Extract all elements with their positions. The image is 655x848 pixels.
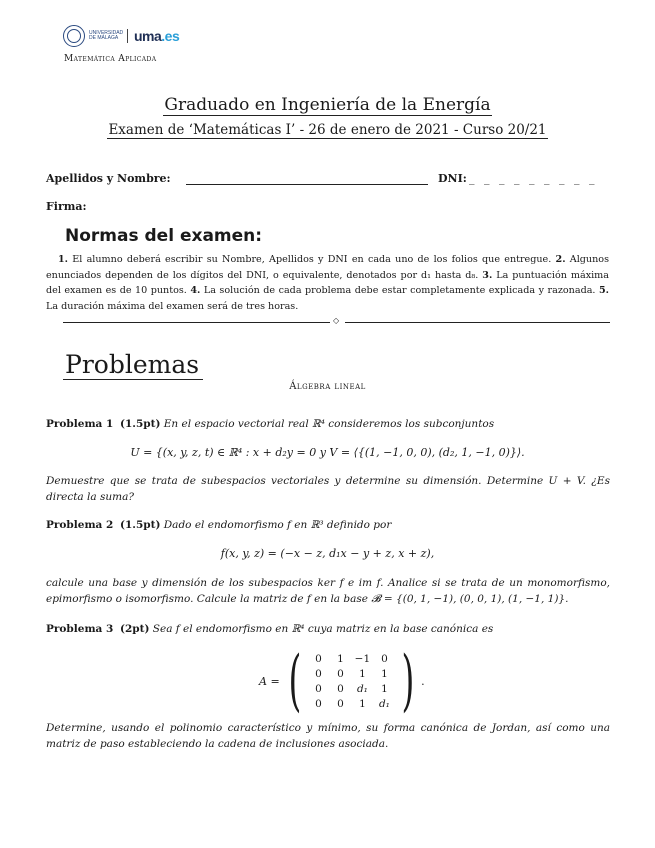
- matrix-label: A =: [259, 674, 280, 688]
- problem-3-text: Determine, usando el polinomio característico y mínimo, su forma canónica de Jordan, así como una matriz de paso estableciendo la cadena de inclusiones asociada.: [46, 722, 610, 750]
- separator-right: [345, 322, 610, 323]
- name-label: Apellidos y Nombre:: [46, 172, 171, 185]
- problem-1-equation: U = {(x, y, z, t) ∈ ℝ⁴ : x + d₂y = 0 y V = ⟨{(1, −1, 0, 0), (d₂, 1, −1, 0)}⟩.: [130, 446, 525, 459]
- problem-2-text: calcule una base y dimensión de los subespacios ker f e im f. Analice si se trata de un monomorfismo, epimorfismo o isomorfismo. Calcule la matriz de f en la base 𝓑 = {(0, 1, −1), (0, 0, 1), (1, −1, 1)}.: [46, 577, 610, 605]
- matrix-table: 0 1 −1 0 0 0 1 1 0 0 d₁ 1 0 0 1 d₁: [315, 652, 390, 710]
- problems-heading: Problemas: [63, 350, 203, 379]
- exam-title: Examen de ‘Matemáticas I’ - 26 de enero de 2021 - Curso 20/21: [108, 122, 547, 138]
- problem-2-equation: f(x, y, z) = (−x − z, d₁x − y + z, x + z),: [220, 547, 435, 560]
- separator-diamond-icon: ◇: [333, 316, 340, 325]
- matrix-end: .: [421, 674, 425, 688]
- name-field-line[interactable]: [186, 184, 428, 185]
- degree-title: Graduado en Ingeniería de la Energía: [164, 95, 491, 115]
- separator-left: [63, 322, 330, 323]
- signature-label: Firma:: [46, 200, 87, 213]
- problem-1-text: Demuestre que se trata de subespacios vectoriales y determine su dimensión. Determine U + V. ¿Es directa la suma?: [46, 475, 610, 503]
- department-name: Matemática Aplicada: [64, 54, 157, 64]
- matrix-left-paren: (: [288, 642, 301, 719]
- dni-field[interactable]: _ _ _ _ _ _ _ _ _: [469, 172, 598, 185]
- problem-3-matrix: [259, 642, 425, 719]
- logo-divider: [127, 29, 128, 43]
- problem-3-intro: Problema 3 (2pt) Sea f el endomorfismo en ℝ⁴ cuya matriz en la base canónica es: [46, 623, 494, 635]
- university-seal-icon: [63, 25, 85, 47]
- section-title: Álgebra lineal: [289, 381, 366, 392]
- uma-brand: uma.es: [134, 28, 180, 44]
- matrix-right-paren: ): [401, 642, 415, 719]
- rules-heading: Normas del examen:: [65, 226, 263, 246]
- rules-paragraph: 1. El alumno deberá escribir su Nombre, Apellidos y DNI en cada uno de los folios que entregue. 2. Algunos enunciados dependen de los dígitos del DNI, o equivalente, denotados por d₁ hasta d₈. 3. La puntuación máxima del examen es de 10 puntos. 4. La solución de cada problema debe estar completamente explicada y razonada. 5. La duración máxima del examen será de tres horas.: [46, 254, 609, 312]
- university-name: UNIVERSIDAD DE MÁLAGA: [89, 29, 124, 41]
- problem-2-intro: Problema 2 (1.5pt) Dado el endomorfismo f en ℝ³ definido por: [46, 519, 392, 531]
- problem-1-intro: Problema 1 (1.5pt) En el espacio vectorial real ℝ⁴ consideremos los subconjuntos: [46, 418, 495, 430]
- university-logo: [63, 25, 179, 47]
- dni-label: DNI:: [438, 172, 467, 185]
